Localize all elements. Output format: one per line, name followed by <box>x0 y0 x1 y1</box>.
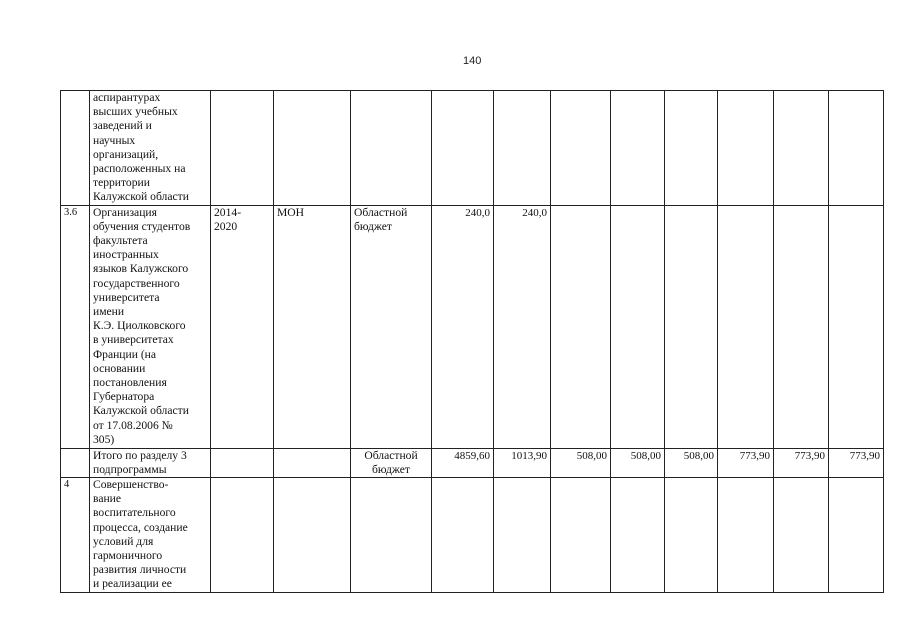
table-row <box>61 448 884 477</box>
value-cell <box>551 205 611 448</box>
row-executor <box>274 448 351 477</box>
value-cell: 240,0 <box>432 205 494 448</box>
value-cell <box>551 91 611 206</box>
value-cell <box>829 91 884 206</box>
value-cell: 773,90 <box>829 448 884 477</box>
value-cell <box>494 478 551 593</box>
table-row <box>61 91 884 206</box>
row-source <box>351 91 432 206</box>
row-source: Областной бюджет <box>351 448 432 477</box>
row-code: 3.6 <box>61 205 90 448</box>
row-source: Областной бюджет <box>351 205 432 448</box>
value-cell <box>665 91 718 206</box>
page-number: 140 <box>463 55 482 67</box>
row-name: Итого по разделу 3 подпрограммы <box>90 448 211 477</box>
value-cell <box>774 91 829 206</box>
table-row <box>61 205 884 448</box>
value-cell: 508,00 <box>611 448 665 477</box>
row-name: Совершенство- вание воспитательного процесса, создание условий для гармоничного развития личности и реализации ее <box>90 478 211 593</box>
row-source <box>351 478 432 593</box>
value-cell: 1013,90 <box>494 448 551 477</box>
value-cell <box>551 478 611 593</box>
row-period <box>211 91 274 206</box>
row-executor: МОН <box>274 205 351 448</box>
value-cell: 508,00 <box>665 448 718 477</box>
value-cell <box>611 205 665 448</box>
value-cell <box>494 91 551 206</box>
value-cell <box>665 205 718 448</box>
value-cell: 773,90 <box>774 448 829 477</box>
value-cell: 240,0 <box>494 205 551 448</box>
value-cell: 508,00 <box>551 448 611 477</box>
program-table <box>60 90 884 593</box>
value-cell <box>718 205 774 448</box>
value-cell <box>611 478 665 593</box>
value-cell: 4859,60 <box>432 448 494 477</box>
value-cell <box>432 91 494 206</box>
row-period <box>211 478 274 593</box>
value-cell <box>718 91 774 206</box>
value-cell: 773,90 <box>718 448 774 477</box>
value-cell <box>611 91 665 206</box>
row-executor <box>274 91 351 206</box>
row-name: Организация обучения студентов факультета иностранных языков Калужского государственного университета имени К.Э. Циолковского в университетах Франции (на основании постановления Губернатора Калужской области от 17.08.2006 № 305) <box>90 205 211 448</box>
row-executor <box>274 478 351 593</box>
value-cell <box>665 478 718 593</box>
value-cell <box>829 205 884 448</box>
value-cell <box>774 205 829 448</box>
value-cell <box>829 478 884 593</box>
value-cell <box>774 478 829 593</box>
row-code: 4 <box>61 478 90 593</box>
value-cell <box>718 478 774 593</box>
row-period: 2014- 2020 <box>211 205 274 448</box>
row-code <box>61 448 90 477</box>
row-period <box>211 448 274 477</box>
value-cell <box>432 478 494 593</box>
row-code <box>61 91 90 206</box>
table-row <box>61 478 884 593</box>
row-name: аспирантурах высших учебных заведений и научных организаций, расположенных на территории Калужской области <box>90 91 211 206</box>
